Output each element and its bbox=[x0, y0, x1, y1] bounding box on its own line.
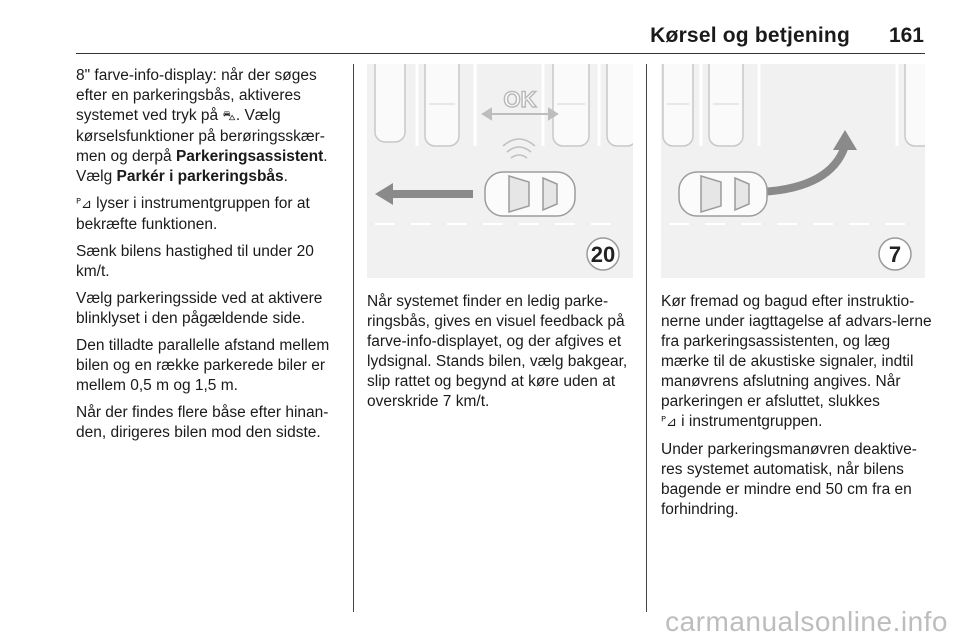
column-1-text bbox=[76, 66, 346, 450]
ok-label: OK bbox=[503, 87, 537, 112]
column-2-text bbox=[367, 292, 639, 419]
car-icon: ⛍ bbox=[222, 109, 236, 124]
parkeringsassistent-label: Parkeringsassistent bbox=[175, 148, 324, 165]
header-rule bbox=[76, 53, 925, 54]
paragraph-maneuver-instructions: Kør fremad og bagud efter instruktio-nerne under iagttagelse af advars-lerne fra parkeringsassistenten, og læg mærke til de akustiske signaler, indtil manøvrens afslutning angives. Når parkeringen er afsluttet, slukkes ᴾ⊿ i instrumentgruppen. bbox=[661, 293, 932, 430]
page-number: 161 bbox=[888, 24, 924, 47]
column-divider-left bbox=[353, 64, 354, 612]
parking-assist-icon: ᴾ⊿ bbox=[661, 415, 677, 430]
paragraph-space-found: Når systemet finder en ledig parke-ringsbås, gives en visuel feedback på farve-info-displayet, og der afgives et lydsignal. Stands bilen, vælg bakgear, slip rattet og begynd at køre uden at overskride 7 km/t. bbox=[367, 293, 628, 410]
watermark: carmanualsonline.info bbox=[665, 606, 948, 637]
column-divider-right bbox=[646, 64, 647, 612]
figure-number-7: 7 bbox=[888, 242, 902, 267]
paragraph-speed: Sænk bilens hastighed til under 20 km/t. bbox=[76, 243, 314, 280]
paragraph-indicator-lights: ᴾ⊿ lyser i instrumentgruppen for at bekræfte funktionen. bbox=[76, 195, 310, 233]
paragraph-auto-deactivation: Under parkeringsmanøvren deaktive-res systemet automatisk, når bilens bagende er mindre end 50 cm fra en forhindring. bbox=[661, 441, 917, 518]
parker-i-parkeringsbaas-label: Parkér i parkeringsbås bbox=[116, 168, 284, 185]
paragraph-distance: Den tilladte parallelle afstand mellem bilen og en række parkerede biler er mellem 0,5 m og 1,5 m. bbox=[76, 337, 330, 394]
page-header-title: Kørsel og betjening bbox=[650, 24, 850, 47]
parking-assist-icon: ᴾ⊿ bbox=[76, 197, 92, 212]
figure-number-20: 20 bbox=[590, 242, 616, 267]
figure-parking-space-found bbox=[367, 64, 633, 278]
figure-parking-maneuver bbox=[661, 64, 925, 278]
column-3-text bbox=[661, 292, 933, 527]
paragraph-multiple-spaces: Når der findes flere båse efter hinan-den, dirigeres bilen mod den sidste. bbox=[76, 404, 329, 441]
paragraph-display-activation: 8" farve-info-display: når der søges efter en parkeringsbås, aktiveres systemet ved tryk på ⛍. Vælg kørselsfunktioner på berøringsskær-men og derpå Parkeringsassistent. Vælg Parkér i parkeringsbås. bbox=[76, 67, 328, 185]
paragraph-side-select: Vælg parkeringsside ved at aktivere blinklyset i den pågældende side. bbox=[76, 290, 323, 327]
